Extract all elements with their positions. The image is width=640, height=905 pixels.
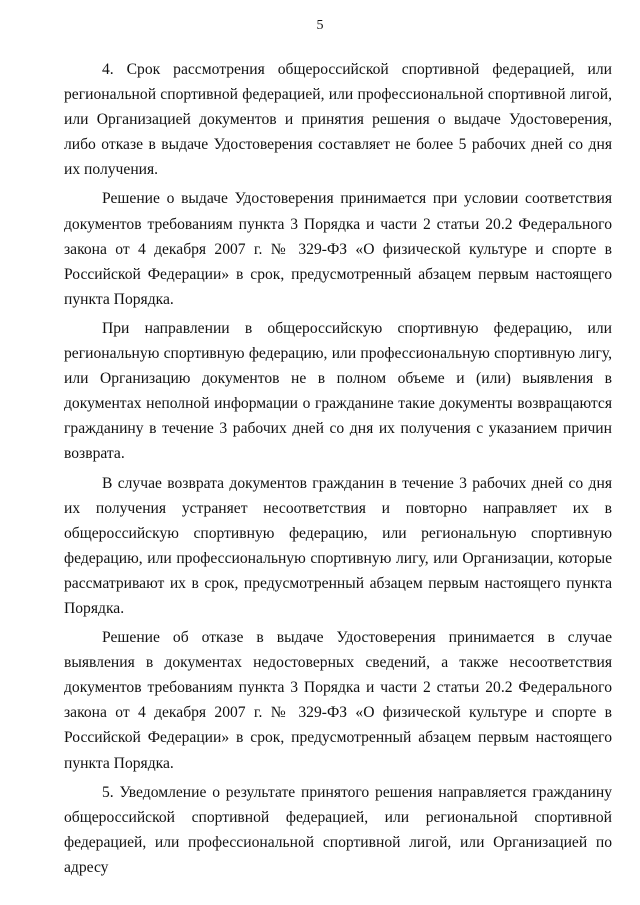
page-number: 5: [316, 18, 324, 33]
paragraph-review-period: 4. Срок рассмотрения общероссийской спортивной федерацией, или региональной спортивной федерацией, или профессиональной спортивной лигой, или Организацией документов и принятия решения о выдаче Удостоверения, либо отказе в выдаче Удостоверения составляет не более 5 рабочих дней со дня их получения.: [64, 61, 612, 179]
document-body: [64, 57, 612, 880]
paragraph-issuance-decision: Решение о выдаче Удостоверения принимается при условии соответствия документов требованиям пункта 3 Порядка и части 2 статьи 20.2 Федерального закона от 4 декабря 2007 г. № 329-ФЗ «О физической культуре и спорте в Российской Федерации» в срок, предусмотренный абзацем первым настоящего пункта Порядка.: [64, 190, 612, 308]
paragraph-document-return: В случае возврата документов гражданин в течение 3 рабочих дней со дня их получения устраняет несоответствия и повторно направляет их в общероссийскую спортивную федерацию, или региональную спортивную федерацию, или профессиональную спортивную лигу, или Организации, которые рассматривают их в срок, предусмотренный абзацем первым настоящего пункта Порядка.: [64, 474, 612, 617]
paragraph-notification: 5. Уведомление о результате принятого решения направляется гражданину общероссийской спортивной федерацией, или региональной спортивной федерацией, или профессиональной спортивной лигой, или Организацией по адресу: [64, 783, 612, 876]
paragraph-incomplete-documents: При направлении в общероссийскую спортивную федерацию, или региональную спортивную федерацию, или профессиональную спортивную лигу, или Организацию документов не в полном объеме и (или) выявления в документах неполной информации о гражданине такие документы возвращаются гражданину в течение 3 рабочих дней со дня их получения с указанием причин возврата.: [64, 319, 612, 463]
paragraph-refusal-decision: Решение об отказе в выдаче Удостоверения принимается в случае выявления в документах недостоверных сведений, а также несоответствия документов требованиям пункта 3 Порядка и части 2 статьи 20.2 Федерального закона от 4 декабря 2007 г. № 329-ФЗ «О физической культуре и спорте в Российской Федерации» в срок, предусмотренный абзацем первым настоящего пункта Порядка.: [64, 629, 612, 772]
